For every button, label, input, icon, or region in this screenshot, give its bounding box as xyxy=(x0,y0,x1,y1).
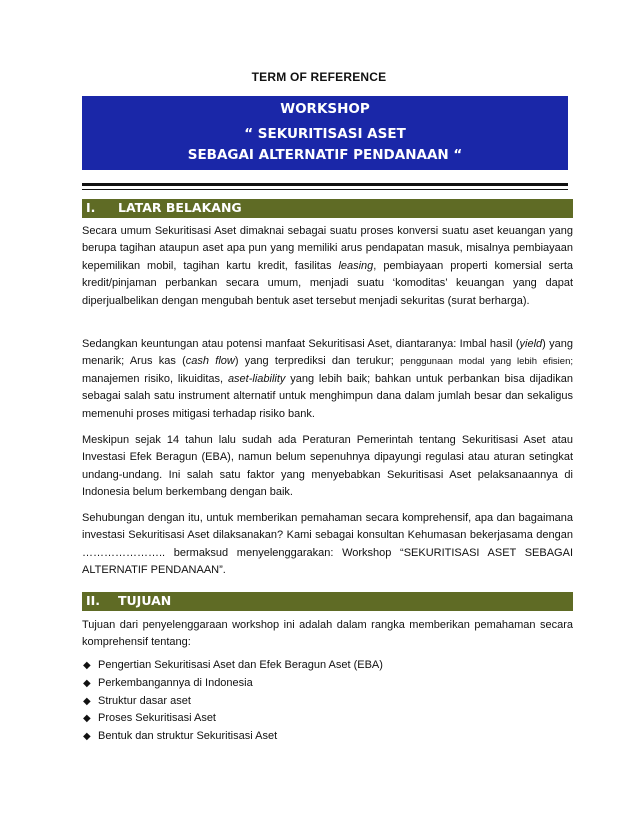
section-title: LATAR BELAKANG xyxy=(118,200,242,215)
divider-thin xyxy=(82,189,568,190)
section-header-latar-belakang xyxy=(82,199,573,218)
list-item xyxy=(82,657,573,675)
italic-term: aset-liability xyxy=(227,372,286,385)
diamond-bullet-icon: ◆ xyxy=(83,677,91,689)
list-item-text: Bentuk dan struktur Sekuritisasi Aset xyxy=(98,730,278,743)
title-banner xyxy=(82,96,568,170)
paragraph-objectives-intro: Tujuan dari penyelenggaraan workshop ini adalah dalam rangka memberikan pemahaman secara komprehensif tentang: xyxy=(82,619,573,649)
list-item-text: Pengertian Sekuritisasi Aset dan Efek Beragun Aset (EBA) xyxy=(98,659,383,671)
section-title: TUJUAN xyxy=(118,593,172,608)
diamond-bullet-icon: ◆ xyxy=(83,660,91,671)
section-header-tujuan xyxy=(82,592,573,611)
paragraph-benefits xyxy=(82,336,573,423)
diamond-bullet-icon: ◆ xyxy=(83,695,91,707)
banner-line-subtitle: SEBAGAI ALTERNATIF PENDANAAN “ xyxy=(187,147,463,163)
italic-term: yield xyxy=(519,338,543,350)
list-item xyxy=(82,693,573,711)
diamond-bullet-icon: ◆ xyxy=(83,713,91,725)
list-item xyxy=(82,728,573,746)
banner-line-workshop: WORKSHOP xyxy=(280,101,370,117)
document-title: TERM OF REFERENCE xyxy=(251,70,387,84)
banner-line-topic: “ SEKURITISASI ASET xyxy=(244,126,406,142)
objectives-list xyxy=(82,657,573,746)
italic-term: leasing xyxy=(338,259,374,272)
list-item xyxy=(82,675,573,693)
section-number: II. xyxy=(86,593,101,608)
text-run: manajemen risiko, likuiditas, xyxy=(82,372,228,385)
list-item-text: Proses Sekuritisasi Aset xyxy=(98,712,216,725)
list-item-text: Perkembangannya di Indonesia xyxy=(98,676,253,689)
small-text-run: penggunaan modal yang lebih efisien; xyxy=(400,356,573,368)
diamond-bullet-icon: ◆ xyxy=(83,731,91,743)
paragraph-regulation: Meskipun sejak 14 tahun lalu sudah ada Peraturan Pemerintah tentang Sekuritisasi Aset atau Investasi Efek Beragun (EBA), namun belum sepenuhnya dipayungi regulasi atau aturan setingkat undang-undang. Ini salah satu faktor yang menyebabkan Sekuritisasi Aset pelaksanaannya di Indonesia belum berkembang dengan baik. xyxy=(82,434,573,499)
list-item-text: Struktur dasar aset xyxy=(98,694,191,707)
text-run: ) yang menarik; Arus kas ( xyxy=(82,338,573,368)
text-run: ) yang terprediksi dan terukur; xyxy=(234,355,401,368)
section-number: I. xyxy=(86,200,96,215)
list-item xyxy=(82,710,573,728)
divider-thick xyxy=(82,183,568,186)
italic-term: cash flow xyxy=(185,355,235,368)
text-run: Sedangkan keuntungan atau potensi manfaat Sekuritisasi Aset, diantaranya: Imbal hasil ( xyxy=(82,338,520,350)
paragraph-workshop-plan: Sehubungan dengan itu, untuk memberikan pemahaman secara komprehensif, apa dan bagaimana investasi Sekuritisasi Aset dilaksanakan? Kami sebagai konsultan Kehumasan bekerjasama dengan ………………….. bermaksud menyelenggarakan: Workshop “SEKURITISASI ASET SEBAGAI ALTERNATIF PENDANAAN”. xyxy=(82,512,573,577)
text-run: , pembiayaan properti komersial serta kredit/pinjaman perbankan secara umum, menjadi suatu ‘komoditas’ keuangan yang dapat diperjualbelikan dengan mengubah bentuk aset tersebut menjadi sekuritas (surat berharga). xyxy=(82,259,573,307)
paragraph-definition xyxy=(82,223,573,310)
text-run: yang lebih baik; bahkan untuk perbankan bisa dijadikan sebagai salah satu instrument alternatif untuk menghimpun dana dalam jumlah besar dan sekaligus memenuhi proses mitigasi terhadap risiko bank. xyxy=(82,372,573,420)
text-run: Secara umum Sekuritisasi Aset dimaknai sebagai suatu proses konversi suatu aset keuangan yang berupa tagihan ataupun aset apa pun yang memiliki arus pendapatan masuk, misalnya pembiayaan kepemilikan mobil, tagihan kartu kredit, fasilitas xyxy=(82,225,573,272)
